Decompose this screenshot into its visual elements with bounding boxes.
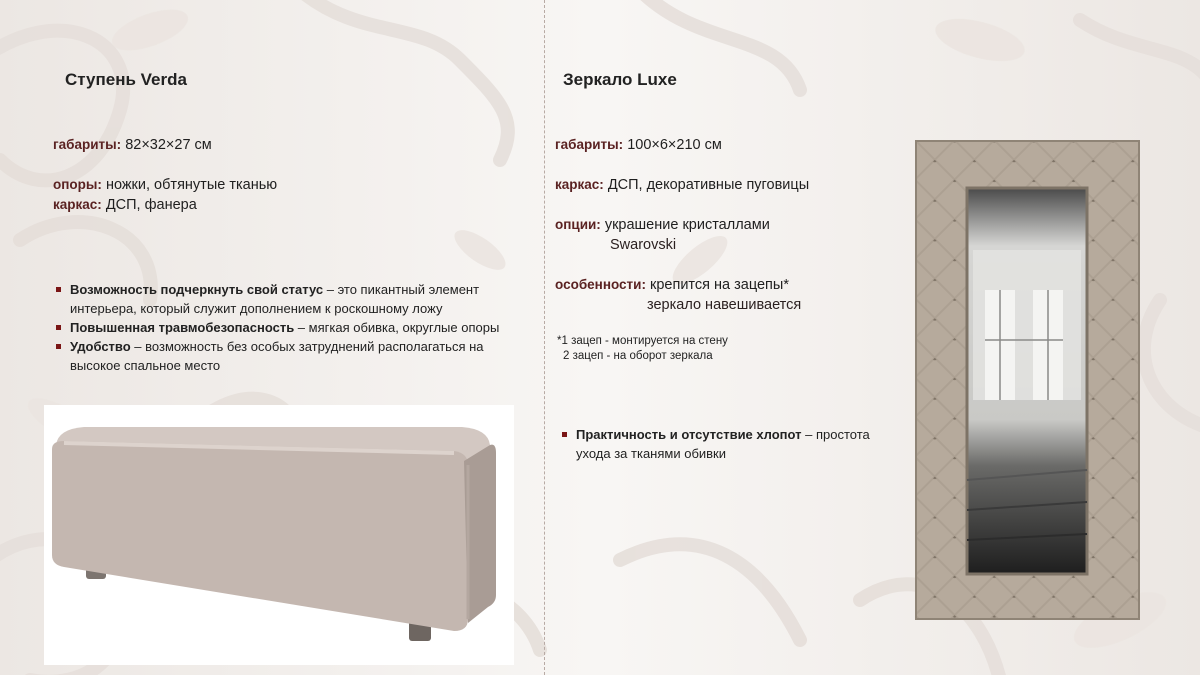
spec-dimensions (53, 135, 212, 155)
bullet-bold: Возможность подчеркнуть свой статус (70, 282, 324, 297)
benefits-list-luxe (560, 425, 880, 463)
spec-options (555, 215, 770, 235)
product-title-luxe: Зеркало Luxe (563, 70, 677, 89)
bullet-text: – возможность без особых затруднений располагаться на высокое спальное место (70, 339, 484, 373)
list-item (54, 337, 524, 375)
spec-features (555, 275, 789, 295)
bullet-text: – мягкая обивка, округлые опоры (294, 320, 500, 335)
list-item (560, 425, 880, 463)
spec-value: ДСП, декоративные пуговицы (607, 177, 810, 193)
bullet-bold: Повышенная травмобезопасность (70, 320, 295, 335)
benefits-list-verda (54, 280, 524, 375)
list-item (54, 318, 524, 337)
spec-value: ножки, обтянутые тканью (105, 177, 278, 193)
product-title-verda: Ступень Verda (65, 70, 187, 89)
spec-value: 100×6×210 см (627, 137, 722, 153)
spec-value: 82×32×27 см (125, 137, 212, 153)
spec-value: украшение кристаллами (604, 217, 770, 233)
spec-value: ДСП, фанера (105, 197, 197, 213)
spec-label: габариты: (555, 137, 624, 152)
spec-frame (555, 175, 809, 195)
spec-label: опоры: (53, 177, 102, 192)
footnote-1: *1 зацеп - монтируется на стену (557, 335, 728, 347)
spec-features-cont: зеркало навешивается (647, 297, 802, 313)
spec-frame (53, 195, 197, 215)
bullet-bold: Практичность и отсутствие хлопот (576, 427, 802, 442)
bullet-text: – это пикантный элемент интерьера, который служит дополнением к роскошному ложу (70, 282, 480, 316)
spec-label: опции: (555, 217, 601, 232)
footnote-2: 2 зацеп - на оборот зеркала (563, 350, 713, 362)
spec-label: габариты: (53, 137, 122, 152)
spec-options-cont: Swarovski (610, 237, 677, 253)
spec-supports (53, 175, 277, 195)
spec-label: каркас: (555, 177, 604, 192)
spec-label: каркас: (53, 197, 102, 212)
list-item (54, 280, 524, 318)
spec-value: крепится на зацепы* (650, 277, 789, 293)
spec-dimensions (555, 135, 722, 155)
bench-image (44, 405, 514, 665)
spec-label: особенности: (555, 277, 646, 292)
mirror-image (915, 140, 1140, 620)
bullet-text: – простота ухода за тканями обивки (576, 427, 870, 461)
bullet-bold: Удобство (70, 339, 131, 354)
